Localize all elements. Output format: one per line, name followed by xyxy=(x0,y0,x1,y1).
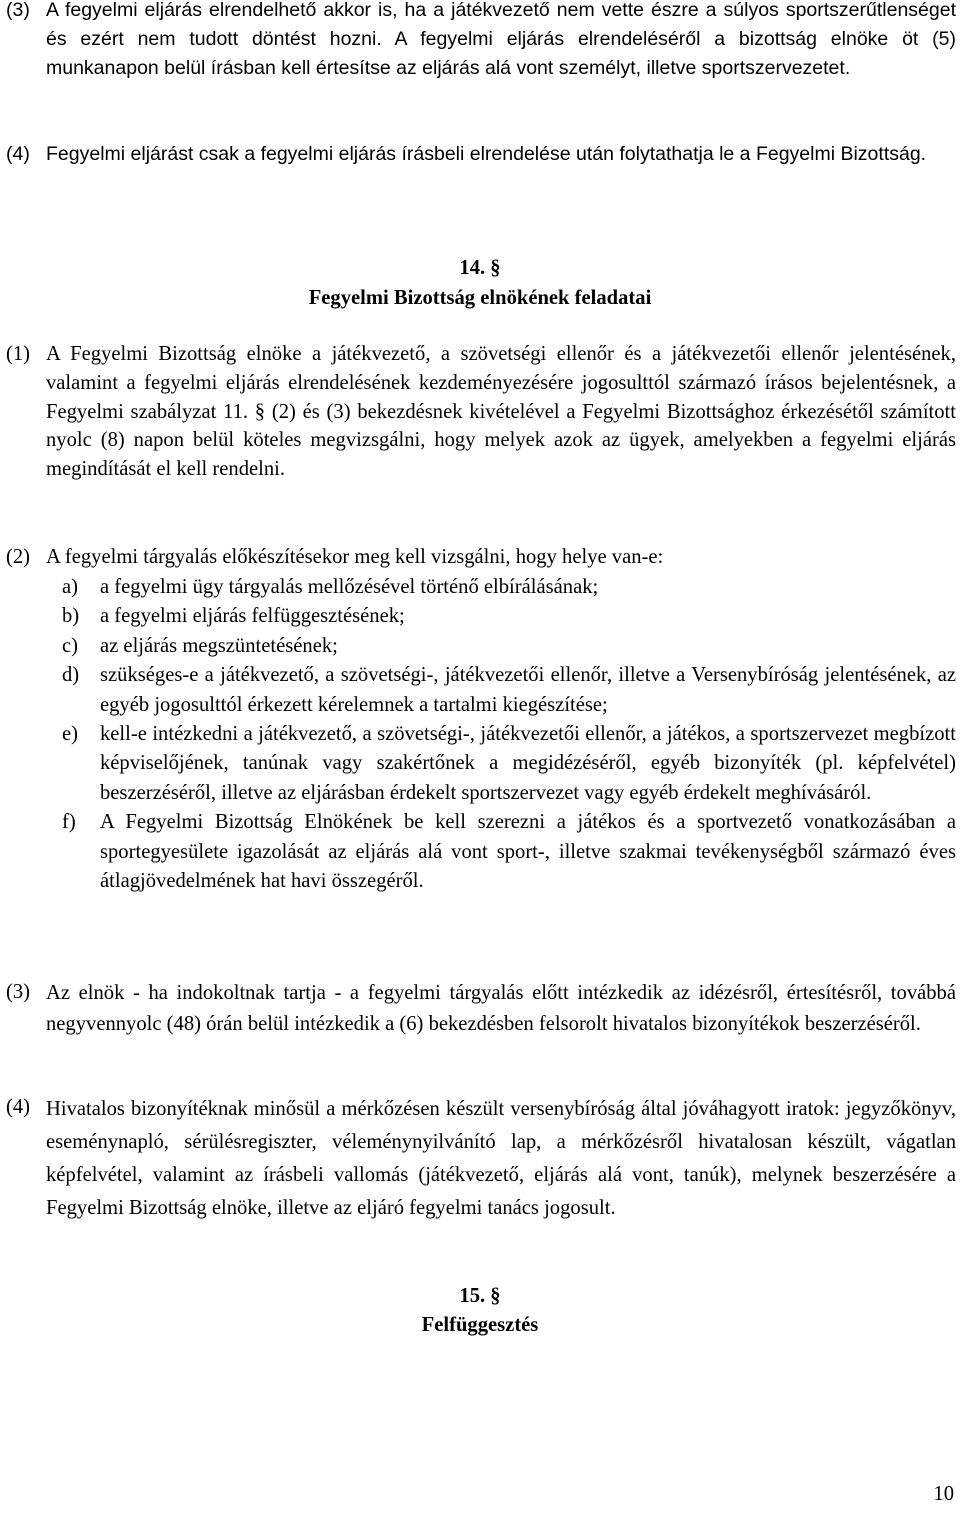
paragraph-number: (3) xyxy=(6,0,30,21)
section-15-title: Felfüggesztés xyxy=(421,1314,539,1336)
list-item xyxy=(46,720,956,808)
section-14-number: 14. § xyxy=(459,257,501,279)
examination-list xyxy=(46,573,956,896)
list-item xyxy=(46,661,956,720)
paragraph-number: (3) xyxy=(6,981,31,1003)
list-item-text: kell-e intézkedni a játékvezető, a szövetségi-, játékvezetői ellenőr, a játékos, a sportszervezet megbízott képviselőjének, tanúnak vagy szakértőnek a megidézéséről, egyéb bizonyíték (pl. képfelvétel) beszerzéséről, illetve az eljárásban érdekelt sportszervezet vagy egyéb érdekelt meghívásáról. xyxy=(100,723,956,804)
paragraph-number: (4) xyxy=(6,143,30,165)
paragraph-text: A Fegyelmi Bizottság elnöke a játékvezető, a szövetségi ellenőr és a játékvezetői ellenőr jelentésének, valamint a fegyelmi eljárás elrendelésének kezdeményezésére jogosulttól származó írásos bejelentésnek, a Fegyelmi szabályzat 11. § (2) és (3) bekezdésnek kivételével a Fegyelmi Bizottsághoz érkezésétől számított nyolc (8) napon belül köteles megvizsgálni, hogy melyek azok az ügyek, amelyekben a fegyelmi eljárás megindítását el kell rendelni. xyxy=(46,343,956,481)
paragraph-3 xyxy=(0,0,956,82)
list-item-text: szükséges-e a játékvezető, a szövetségi-, játékvezetői ellenőr, illetve a Versenybíróság jelentésének, az egyéb jogosulttól érkezett kérelemnek a tartalmi kiegészítése; xyxy=(100,664,956,716)
section-15-number: 15. § xyxy=(459,1285,501,1307)
paragraph-text: Hivatalos bizonyítéknak minősül a mérkőzésen készült versenybíróság által jóváhagyott iratok: jegyzőkönyv, eseménynapló, sérülésregiszter, véleménynyilvánító lap, a mérkőzésről hivatalosan készült, vágatlan képfelvétel, valamint az írásbeli vallomás (játékvezető, eljárás alá vont, tanúk), melynek beszerzésére a Fegyelmi Bizottság elnöke, illetve az eljáró fegyelmi tanács jogosult. xyxy=(46,1098,956,1219)
section-14-paragraph-2 xyxy=(0,543,956,572)
paragraph-text: A fegyelmi tárgyalás előkészítésekor meg kell vizsgálni, hogy helye van-e: xyxy=(46,546,664,568)
paragraph-number: (4) xyxy=(6,1096,31,1118)
list-item xyxy=(46,632,956,661)
list-item-label: f) xyxy=(62,811,76,834)
paragraph-number: (1) xyxy=(6,343,31,365)
list-item-text: A Fegyelmi Bizottság Elnökének be kell szerezni a játékos és a sportvezető vonatkozásában a sportegyesülete igazolását az eljárás alá vont sport-, illetve szakmai tevékenységből származó éves átlagjövedelmének hat havi összegéről. xyxy=(100,811,956,893)
list-item-label: d) xyxy=(62,664,80,687)
paragraph-text: A fegyelmi eljárás elrendelhető akkor is, ha a játékvezető nem vette észre a súlyos sportszerűtlenséget és ezért nem tudott döntést hozni. A fegyelmi eljárás elrendeléséről a bizottság elnöke öt (5) munkanapon belül írásban kell értesítse az eljárás alá vont személyt, illetve sportszervezetet. xyxy=(46,0,956,79)
page-number: 10 xyxy=(933,1483,954,1505)
paragraph-text: Az elnök - ha indokoltnak tartja - a fegyelmi tárgyalás előtt intézkedik az idézésről, értesítésről, továbbá negyvennyolc (48) órán belül intézkedik a (6) bekezdésben felsorolt hivatalos bizonyítékok beszerzéséről. xyxy=(46,982,956,1035)
list-item xyxy=(46,808,956,896)
section-14-paragraph-1 xyxy=(0,340,956,484)
list-item-text: az eljárás megszüntetésének; xyxy=(100,634,338,657)
paragraph-4 xyxy=(0,140,956,169)
paragraph-text: Fegyelmi eljárást csak a fegyelmi eljárás írásbeli elrendelése után folytathatja le a Fegyelmi Bizottság. xyxy=(46,143,927,165)
list-item-label: c) xyxy=(62,634,78,657)
paragraph-number: (2) xyxy=(6,546,31,568)
list-item-label: e) xyxy=(62,723,78,746)
list-item-text: a fegyelmi eljárás felfüggesztésének; xyxy=(100,605,405,628)
section-14-paragraph-3 xyxy=(0,978,956,1040)
list-item xyxy=(46,573,956,602)
list-item xyxy=(46,602,956,631)
list-item-text: a fegyelmi ügy tárgyalás mellőzésével történő elbírálásának; xyxy=(100,576,599,598)
section-14-title: Fegyelmi Bizottság elnökének feladatai xyxy=(308,287,652,309)
list-item-label: a) xyxy=(62,576,78,598)
list-item-label: b) xyxy=(62,605,80,628)
section-14-paragraph-4 xyxy=(0,1093,956,1225)
